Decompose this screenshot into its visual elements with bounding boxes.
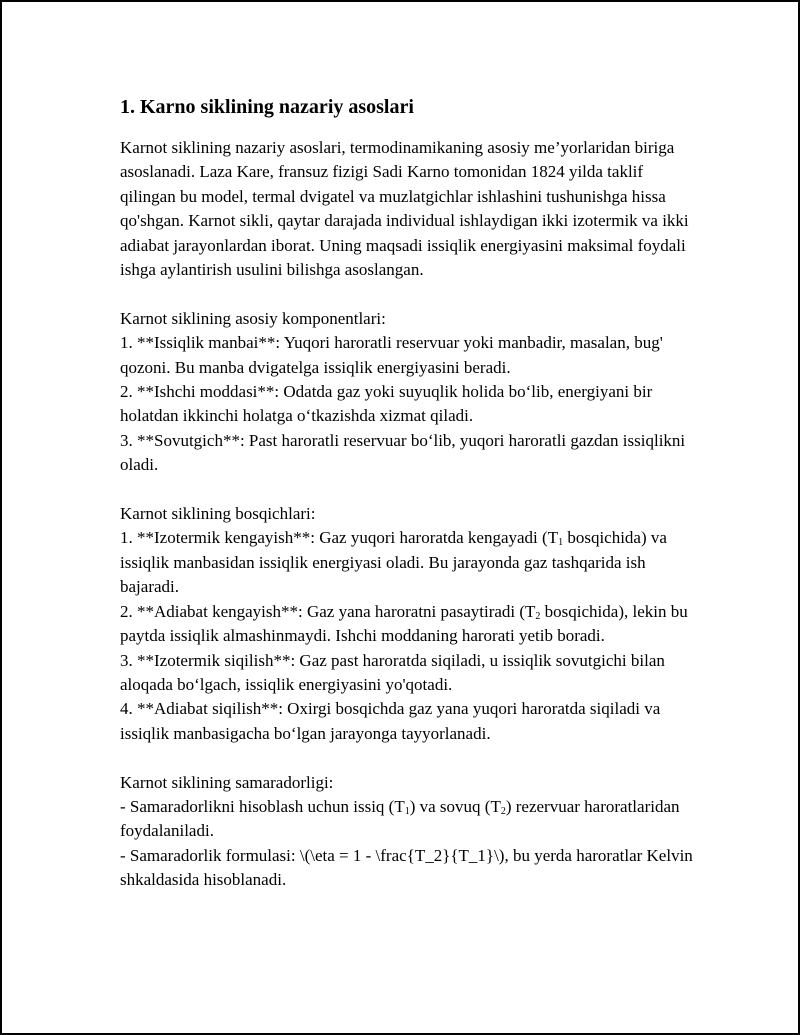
paragraph-gap (120, 746, 700, 770)
efficiency-text: ) va sovuq (T (409, 796, 501, 816)
efficiency-title: Karnot siklining samaradorligi: (120, 772, 334, 792)
stage-text: bosqichida) va issiqlik manbasidan issiqlik energiyasi oladi. Bu jarayonda gaz tashqarida ish bajaradi. (120, 528, 667, 597)
components-title: Karnot siklining asosiy komponentlari: (120, 308, 386, 328)
stage-item: 4. **Adiabat siqilish**: Oxirgi bosqichda gaz yana yuqori haroratda siqiladi va issiqlik manbasigacha bo‘lgan jarayonga tayyorlanadi. (120, 699, 661, 743)
stage-item: 3. **Izotermik siqilish**: Gaz past haroratda siqiladi, u issiqlik sovutgichi bilan aloqada bo‘lgach, issiqlik energiyasini yo'qotadi. (120, 650, 665, 694)
stages-title: Karnot siklining bosqichlari: (120, 504, 316, 524)
efficiency-text: ) rezervuar haroratlaridan foydalaniladi. (120, 796, 680, 841)
component-item: 1. **Issiqlik manbai**: Yuqori haroratli reservuar yoki manbadir, masalan, bug' qozoni. Bu manba dvigatelga issiqlik energiyasini beradi. (120, 333, 663, 377)
subscript: 1 (558, 537, 564, 549)
efficiency-item (120, 795, 700, 844)
component-item: 2. **Ishchi moddasi**: Odatda gaz yoki suyuqlik holida bo‘lib, energiyani bir holatdan ikkinchi holatga o‘tkazishda xizmat qiladi. (120, 382, 653, 426)
intro-paragraph: Karnot siklining nazariy asoslari, termodinamikaning asosiy me’yorlaridan biriga asoslanadi. Laza Kare, fransuz fizigi Sadi Karno tomonidan 1824 yilda taklif qilingan bu model, termal dvigatel va muzlatgichlar ishlashini tushunishga hissa qo'shgan. Karnot sikli, qaytar darajada individual ishlaydigan ikki izotermik va ikki adiabat jarayonlardan iborat. Uning maqsadi issiqlik energiyasini maksimal foydali ishga aylantirish usulini bilishga asoslangan. (120, 138, 689, 280)
document-body (120, 95, 700, 893)
subscript: 2 (535, 610, 541, 622)
efficiency-item: - Samaradorlik formulasi: \(\eta = 1 - \frac{T_2}{T_1}\), bu yerda haroratlar Kelvin shkaldasida hisoblanadi. (120, 845, 693, 890)
paragraph-gap (120, 478, 700, 502)
stage-item (120, 600, 700, 649)
efficiency-text: - Samaradorlikni hisoblash uchun issiq (T (120, 796, 405, 816)
section-heading: 1. Karno siklining nazariy asoslari (120, 96, 414, 118)
stage-text: bosqichida), lekin bu paytda issiqlik almashinmaydi. Ishchi moddaning harorati yetib boradi. (120, 601, 688, 646)
stage-item (120, 526, 700, 599)
stage-text: 1. **Izotermik kengayish**: Gaz yuqori haroratda kengayadi (T (120, 528, 559, 548)
subscript: 2 (500, 805, 506, 817)
component-item: 3. **Sovutgich**: Past haroratli reservuar bo‘lib, yuqori haroratli gazdan issiqlikni oladi. (120, 430, 686, 475)
stage-text: 2. **Adiabat kengayish**: Gaz yana haroratni pasaytiradi (T (120, 601, 536, 621)
paragraph-gap (120, 282, 700, 306)
subscript: 1 (404, 805, 410, 817)
